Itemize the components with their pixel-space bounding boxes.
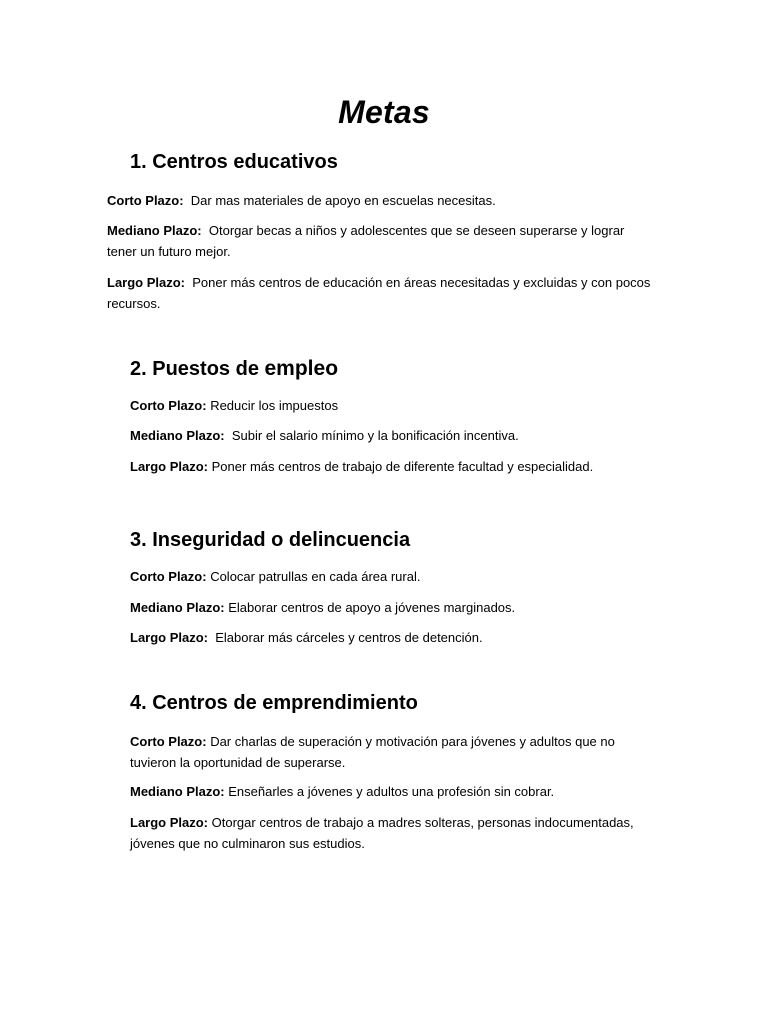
section-heading-puestos-de-empleo [130, 357, 338, 381]
page-title: Metas [338, 94, 430, 130]
goal-term-label: Mediano Plazo: [130, 784, 225, 799]
goal-term-label: Mediano Plazo: [130, 428, 225, 443]
goal-term-label: Corto Plazo: [130, 734, 207, 749]
goal-text: Otorgar becas a niños y adolescentes que se deseen superarse y lograr tener un futuro mejor. [107, 223, 625, 259]
goal-medium-term [130, 781, 650, 802]
heading-suffix: empleo [264, 357, 339, 380]
goal-term-label: Largo Plazo: [130, 630, 209, 645]
goal-text: Enseñarles a jóvenes y adultos una profesión sin cobrar. [228, 784, 555, 799]
goal-short-term [130, 395, 650, 416]
goal-medium-term [107, 220, 652, 262]
goal-term-label: Mediano Plazo: [130, 600, 225, 615]
goal-medium-term [130, 425, 650, 446]
goal-term-label: Mediano Plazo: [107, 223, 202, 238]
goal-long-term [130, 627, 650, 648]
goal-short-term [130, 566, 650, 587]
section-heading-centros-educativos: 1. Centros educativos [130, 151, 338, 173]
goal-term-label: Corto Plazo: [130, 569, 207, 584]
goal-text: Poner más centros de trabajo de diferente facultad y especialidad. [211, 459, 594, 474]
section-heading-emprendimiento: 4. Centros de emprendimiento [130, 692, 418, 714]
goal-text: Dar mas materiales de apoyo en escuelas necesitas. [190, 193, 496, 208]
goal-text: Subir el salario mínimo y la bonificación incentiva. [231, 428, 519, 443]
goal-term-label: Corto Plazo: [107, 193, 184, 208]
goal-text: Poner más centros de educación en áreas necesitadas y excluidas y con pocos recursos. [107, 275, 651, 311]
goal-text: Elaborar más cárceles y centros de detención. [215, 630, 483, 645]
heading-prefix: 2. Puestos de [130, 358, 259, 380]
goal-text: Otorgar centros de trabajo a madres solteras, personas indocumentadas, jóvenes que no culminaron sus estudios. [130, 815, 634, 851]
goal-term-label: Largo Plazo: [130, 815, 209, 830]
goal-short-term [130, 731, 650, 773]
goal-long-term [130, 812, 660, 854]
goal-medium-term [130, 597, 650, 618]
goal-short-term [107, 190, 642, 211]
goal-text: Elaborar centros de apoyo a jóvenes marginados. [228, 600, 516, 615]
goal-long-term [107, 272, 652, 314]
goal-term-label: Corto Plazo: [130, 398, 207, 413]
goal-text: Reducir los impuestos [210, 398, 339, 413]
goal-term-label: Largo Plazo: [130, 459, 209, 474]
section-heading-inseguridad: 3. Inseguridad o delincuencia [130, 529, 411, 551]
goal-long-term [130, 456, 650, 477]
goal-text: Colocar patrullas en cada área rural. [210, 569, 421, 584]
goal-text: Dar charlas de superación y motivación para jóvenes y adultos que no tuvieron la oportunidad de superarse. [130, 734, 615, 770]
goal-term-label: Largo Plazo: [107, 275, 186, 290]
